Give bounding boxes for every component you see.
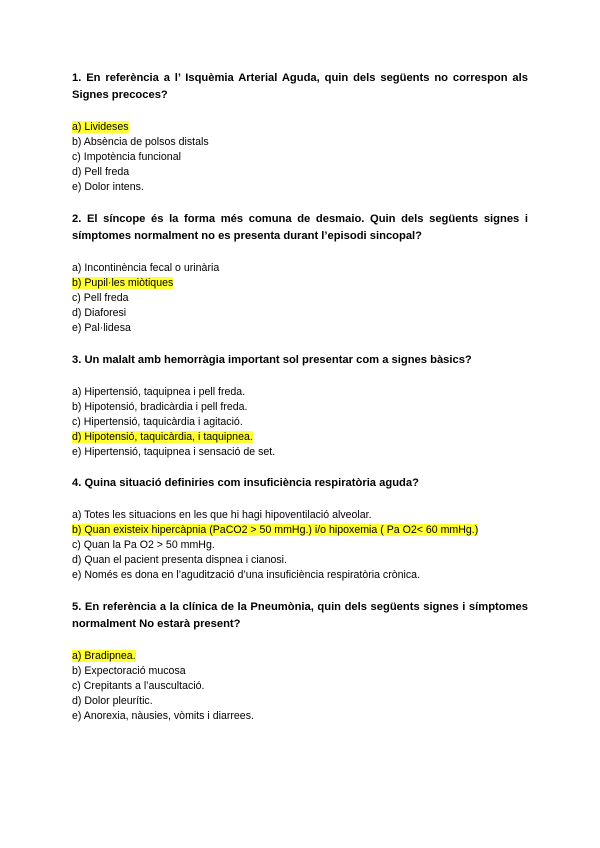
answer-highlight: b) Quan existeix hipercàpnia (PaCO2 > 50 mmHg.) i/o hipoxemia ( Pa O2< 60 mmHg.) bbox=[72, 524, 479, 536]
question-5-option-e bbox=[72, 709, 528, 724]
question-5-option-a bbox=[72, 649, 528, 664]
question-2-option-a bbox=[72, 261, 528, 276]
question-1-option-d bbox=[72, 165, 528, 180]
question-3-option-e bbox=[72, 445, 528, 460]
question-5-option-d bbox=[72, 694, 528, 709]
option-text: e) Hipertensió, taquipnea i sensació de set. bbox=[72, 446, 276, 458]
document-page bbox=[72, 70, 528, 724]
question-1-text: 1. En referència a l’ Isquèmia Arterial Aguda, quin dels següents no correspon als Signes precoces? bbox=[72, 72, 528, 101]
option-text: b) Hipotensió, bradicàrdia i pell freda. bbox=[72, 401, 248, 413]
option-text: d) Diaforesi bbox=[72, 307, 127, 319]
question-2-option-d bbox=[72, 306, 528, 321]
option-text: d) Quan el pacient presenta dispnea i cianosi. bbox=[72, 554, 287, 566]
option-text: b) Absència de polsos distals bbox=[72, 136, 209, 148]
question-4-option-e bbox=[72, 568, 528, 583]
question-5-option-b bbox=[72, 664, 528, 679]
question-1-option-c bbox=[72, 150, 528, 165]
question-1-options bbox=[72, 120, 528, 195]
option-text: c) Pell freda bbox=[72, 292, 129, 304]
question-2-option-c bbox=[72, 291, 528, 306]
answer-highlight: a) Bradipnea. bbox=[72, 650, 136, 662]
answer-highlight: d) Hipotensió, taquicàrdia, i taquipnea. bbox=[72, 431, 253, 443]
question-4-text: 4. Quina situació definiries com insuficiència respiratòria aguda? bbox=[72, 477, 419, 489]
question-4-options bbox=[72, 508, 528, 583]
question-3-text: 3. Un malalt amb hemorràgia important sol presentar com a signes bàsics? bbox=[72, 354, 472, 366]
question-5-option-c bbox=[72, 679, 528, 694]
question-5 bbox=[72, 599, 528, 724]
question-4-option-d bbox=[72, 553, 528, 568]
question-3 bbox=[72, 352, 528, 460]
answer-highlight: a) Livideses bbox=[72, 121, 129, 133]
option-text: e) Anorexia, nàusies, vòmits i diarrees. bbox=[72, 710, 254, 722]
question-1-option-a bbox=[72, 120, 528, 135]
question-3-option-b bbox=[72, 400, 528, 415]
option-text: e) Només es dona en l’agudització d’una insuficiència respiratòria crònica. bbox=[72, 569, 421, 581]
question-3-option-a bbox=[72, 385, 528, 400]
question-2-text: 2. El síncope és la forma més comuna de desmaio. Quin dels següents signes i símptomes normalment no es presenta durant l’episodi sincopal? bbox=[72, 213, 528, 242]
option-text: b) Expectoració mucosa bbox=[72, 665, 186, 677]
option-text: c) Quan la Pa O2 > 50 mmHg. bbox=[72, 539, 215, 551]
option-text: c) Impotència funcional bbox=[72, 151, 181, 163]
question-3-option-d bbox=[72, 430, 528, 445]
option-text: d) Dolor pleurític. bbox=[72, 695, 153, 707]
question-4 bbox=[72, 475, 528, 583]
answer-highlight: b) Pupil·les miòtiques bbox=[72, 277, 174, 289]
option-text: a) Incontinència fecal o urinària bbox=[72, 262, 220, 274]
question-5-text: 5. En referència a la clínica de la Pneumònia, quin dels següents signes i símptomes normalment No estarà present? bbox=[72, 601, 528, 630]
option-text: d) Pell freda bbox=[72, 166, 130, 178]
question-2 bbox=[72, 211, 528, 336]
question-5-options bbox=[72, 649, 528, 724]
question-4-option-a bbox=[72, 508, 528, 523]
question-1-option-b bbox=[72, 135, 528, 150]
option-text: c) Hipertensió, taquicàrdia i agitació. bbox=[72, 416, 243, 428]
question-1 bbox=[72, 70, 528, 195]
option-text: a) Hipertensió, taquipnea i pell freda. bbox=[72, 386, 246, 398]
option-text: e) Dolor intens. bbox=[72, 181, 144, 193]
question-3-options bbox=[72, 385, 528, 460]
option-text: e) Pal·lidesa bbox=[72, 322, 131, 334]
question-4-option-c bbox=[72, 538, 528, 553]
question-3-option-c bbox=[72, 415, 528, 430]
question-2-option-b bbox=[72, 276, 528, 291]
question-4-option-b bbox=[72, 523, 528, 538]
option-text: a) Totes les situacions en les que hi hagi hipoventilació alveolar. bbox=[72, 509, 372, 521]
question-1-option-e bbox=[72, 180, 528, 195]
question-2-option-e bbox=[72, 321, 528, 336]
question-2-options bbox=[72, 261, 528, 336]
option-text: c) Crepitants a l’auscultació. bbox=[72, 680, 205, 692]
